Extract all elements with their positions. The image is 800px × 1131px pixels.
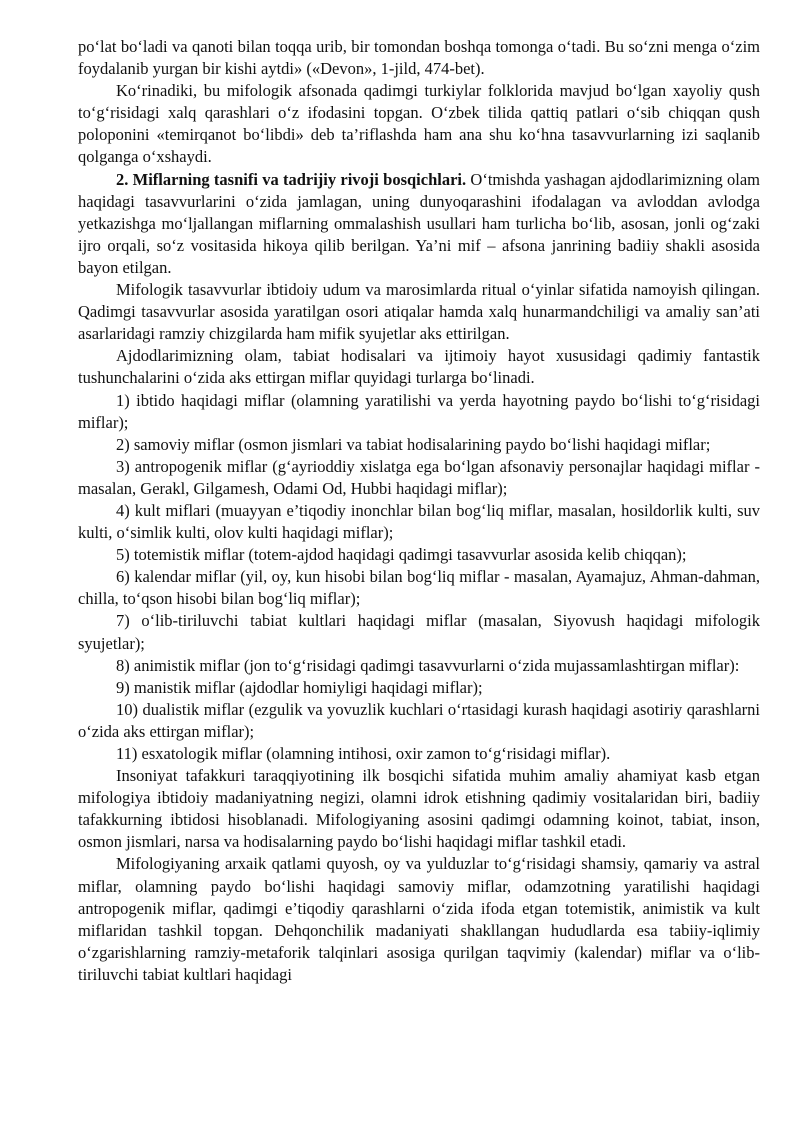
paragraph-7: Mifologiyaning arxaik qatlami quyosh, oy va yulduzlar to‘g‘risidagi shamsiy, qamariy va astral miflar, olamning paydo bo‘lishi haqidagi samoviy miflar, odamzotning yaratilishi haqidagi antropogenik miflar, qadimgi e’tiqodiy qarashlarni o‘zida ifoda etgan totemistik, animistik va kult miflaridan tashkil topgan. Dehqonchilik madaniyati shakllangan hududlarda esa tabiiy-iqlimiy o‘zgarishlarning ramziy-metaforik talqinlari asosiga qurilgan taqvimiy (kalendar) miflar va o‘lib-tiriluvchi tabiat kultlari haqidagi [78,854,760,984]
paragraph-6: Insoniyat tafakkuri taraqqiyotining ilk bosqichi sifatida muhim amaliy ahamiyat kasb etgan mifologiya ibtidoiy madaniyatning negizi, olamni idrok etishning qadimiy vositalaridan biri, badiiy tafakkurning ibtidosi hisoblanadi. Mifologiyaning asosini qadimgi odamning koinot, tabiat, inson, osmon jismlari, narsa va hodisalarning paydo bo‘lishi haqidagi miflar tashkil etadi. [78,766,760,852]
paragraph-1: po‘lat bo‘ladi va qanoti bilan toqqa urib, bir tomondan boshqa tomonga o‘tadi. Bu so‘zni menga o‘zim foydalanib yurgan bir kishi aytdi» («Devon», 1-jild, 474-bet). [78,37,760,79]
list-item-4: 4) kult miflari (muayyan e’tiqodiy inonchlar bilan bog‘liq miflar, masalan, hosildorlik kulti, suv kulti, o‘simlik kulti, olov kulti haqidagi miflar); [78,500,760,543]
list-item-10: 10) dualistik miflar (ezgulik va yovuzlik kuchlari o‘rtasidagi kurash haqidagi asotiriy qarashlarni o‘zida aks ettirgan miflar); [78,699,760,741]
list-item-1: 1) ibtido haqidagi miflar (olamning yaratilishi va yerda hayotning paydo bo‘lishi to‘g‘risidagi miflar); [78,390,760,432]
paragraph-3-text: O‘tmishda yashagan ajdodlarimizning olam haqidagi tasavvurlarini o‘zida jamlagan, uning dunyoqarashini ifodalagan va avloddan avlodga yetkazishga mo‘ljallangan miflarning ommalashish usullari ham turlicha bo‘lib, asosan, jonli og‘zaki ijro orqali, so‘z vositasida hikoya qilib berilgan. Ya’ni mif – afsona janrining badiiy shakli asosida bayon etilgan. [78,169,760,277]
paragraph-4: Mifologik tasavvurlar ibtidoiy udum va marosimlarda ritual o‘yinlar sifatida namoyish qilingan. Qadimgi tasavvurlar asosida yaratilgan osori atiqalar hamda xalq hunarmandchiligi va amaliy san’ati asarlaridagi ramziy chizgilarda ham mifik syujetlar aks ettirilgan. [78,280,760,344]
paragraph-5: Ajdodlarimizning olam, tabiat hodisalari va ijtimoiy hayot xususidagi qadimiy fantastik tushunchalarini o‘zida aks ettirgan miflar quyidagi turlarga bo‘linadi. [78,346,760,388]
list-item-5: 5) totemistik miflar (totem-ajdod haqidagi qadimgi tasavvurlar asosida kelib chiqqan); [116,545,687,565]
list-item-8: 8) animistik miflar (jon to‘g‘risidagi qadimgi tasavvurlarni o‘zida mujassamlashtirgan miflar): [116,655,740,675]
paragraph-2: Ko‘rinadiki, bu mifologik afsonada qadimgi turkiylar folklorida mavjud bo‘lgan xayoliy qush to‘g‘risidagi xalq qarashlari o‘z ifodasini topgan. O‘zbek tilida qattiq patlari o‘sib chiqqan qush poloponini «temirqanot bo‘libdi» deb ta’riflashda ham ana shu ko‘hna tasavvurlarning izi saqlanib qolganga o‘xshaydi. [78,81,760,167]
list-item-6: 6) kalendar miflar (yil, oy, kun hisobi bilan bog‘liq miflar - masalan, Ayamajuz, Ahman-dahman, chilla, to‘qson hisobi bilan bog‘liq miflar); [78,567,760,609]
list-item-3: 3) antropogenik miflar (g‘ayrioddiy xislatga ega bo‘lgan afsonaviy personajlar haqidagi miflar - masalan, Gerakl, Gilgamesh, Odami Od, Hubbi haqidagi miflar); [78,456,760,498]
section-heading: 2. Miflarning tasnifi va tadrijiy rivoji bosqichlari. [116,169,467,189]
list-item-9: 9) manistik miflar (ajdodlar homiyligi haqidagi miflar); [116,677,483,697]
paragraph-3 [78,169,760,279]
list-item-11: 11) esxatologik miflar (olamning intihosi, oxir zamon to‘g‘risidagi miflar). [116,744,611,763]
list-item-2: 2) samoviy miflar (osmon jismlari va tabiat hodisalarining paydo bo‘lishi haqidagi miflar; [116,434,711,454]
list-item-7: 7) o‘lib-tiriluvchi tabiat kultlari haqidagi miflar (masalan, Siyovush haqidagi mifologik syujetlar); [78,611,760,653]
